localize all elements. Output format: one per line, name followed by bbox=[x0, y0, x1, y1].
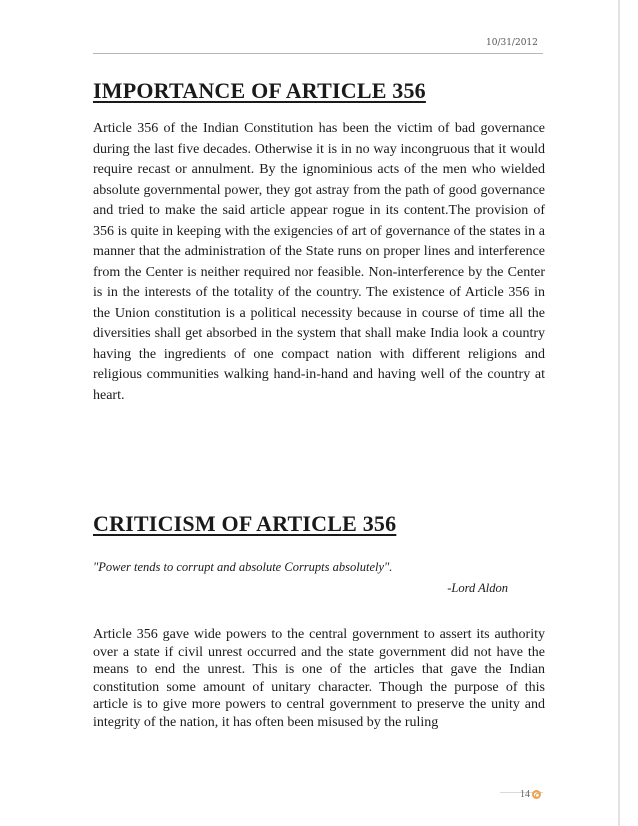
quote-block bbox=[93, 557, 545, 599]
quote-author: -Lord Aldon bbox=[447, 581, 508, 595]
section-heading-importance: IMPORTANCE OF ARTICLE 356 bbox=[93, 78, 426, 103]
header-divider bbox=[93, 53, 543, 54]
page-number-text: 14 bbox=[520, 789, 530, 800]
page-edge bbox=[618, 0, 620, 826]
section-heading-criticism: CRITICISM OF ARTICLE 356 bbox=[93, 511, 397, 536]
page-number bbox=[520, 789, 541, 800]
criticism-paragraph: Article 356 gave wide powers to the central government to assert its authority over a state if civil unrest occurred and the state government did not have the means to end the unrest. This is one of the articles that gave the Indian constitution some amount of unitary character. Though the purpose of this article is to give more powers to central government to preserve the unity and integrity of the nation, it has often been misused by the ruling bbox=[93, 627, 545, 730]
quote-text: "Power tends to corrupt and absolute Corrupts absolutely". bbox=[93, 560, 393, 574]
header-date: 10/31/2012 bbox=[486, 38, 538, 48]
circle-ornament-icon bbox=[532, 790, 541, 799]
importance-paragraph: Article 356 of the Indian Constitution has been the victim of bad governance during the last five decades. Otherwise it is in no way incongruous that it would require recast or annulment. By the ignominious acts of the men who wielded absolute governmental power, they got astray from the path of good governance and tried to make the said article appear rogue in its content.The provision of 356 is quite in keeping with the exigencies of art of governance of the states in a manner that the administration of the State runs on proper lines and interference from the Center is neither required nor feasible. Non-interference by the Center is in the interests of the totality of the country. The existence of Article 356 in the Union constitution is a political necessity because in course of time all the diversities shall get absorbed in the system that shall make India look a country having the ingredients of one compact nation with different religions and religious communities walking hand-in-hand and having well of the country at heart. bbox=[93, 121, 545, 403]
